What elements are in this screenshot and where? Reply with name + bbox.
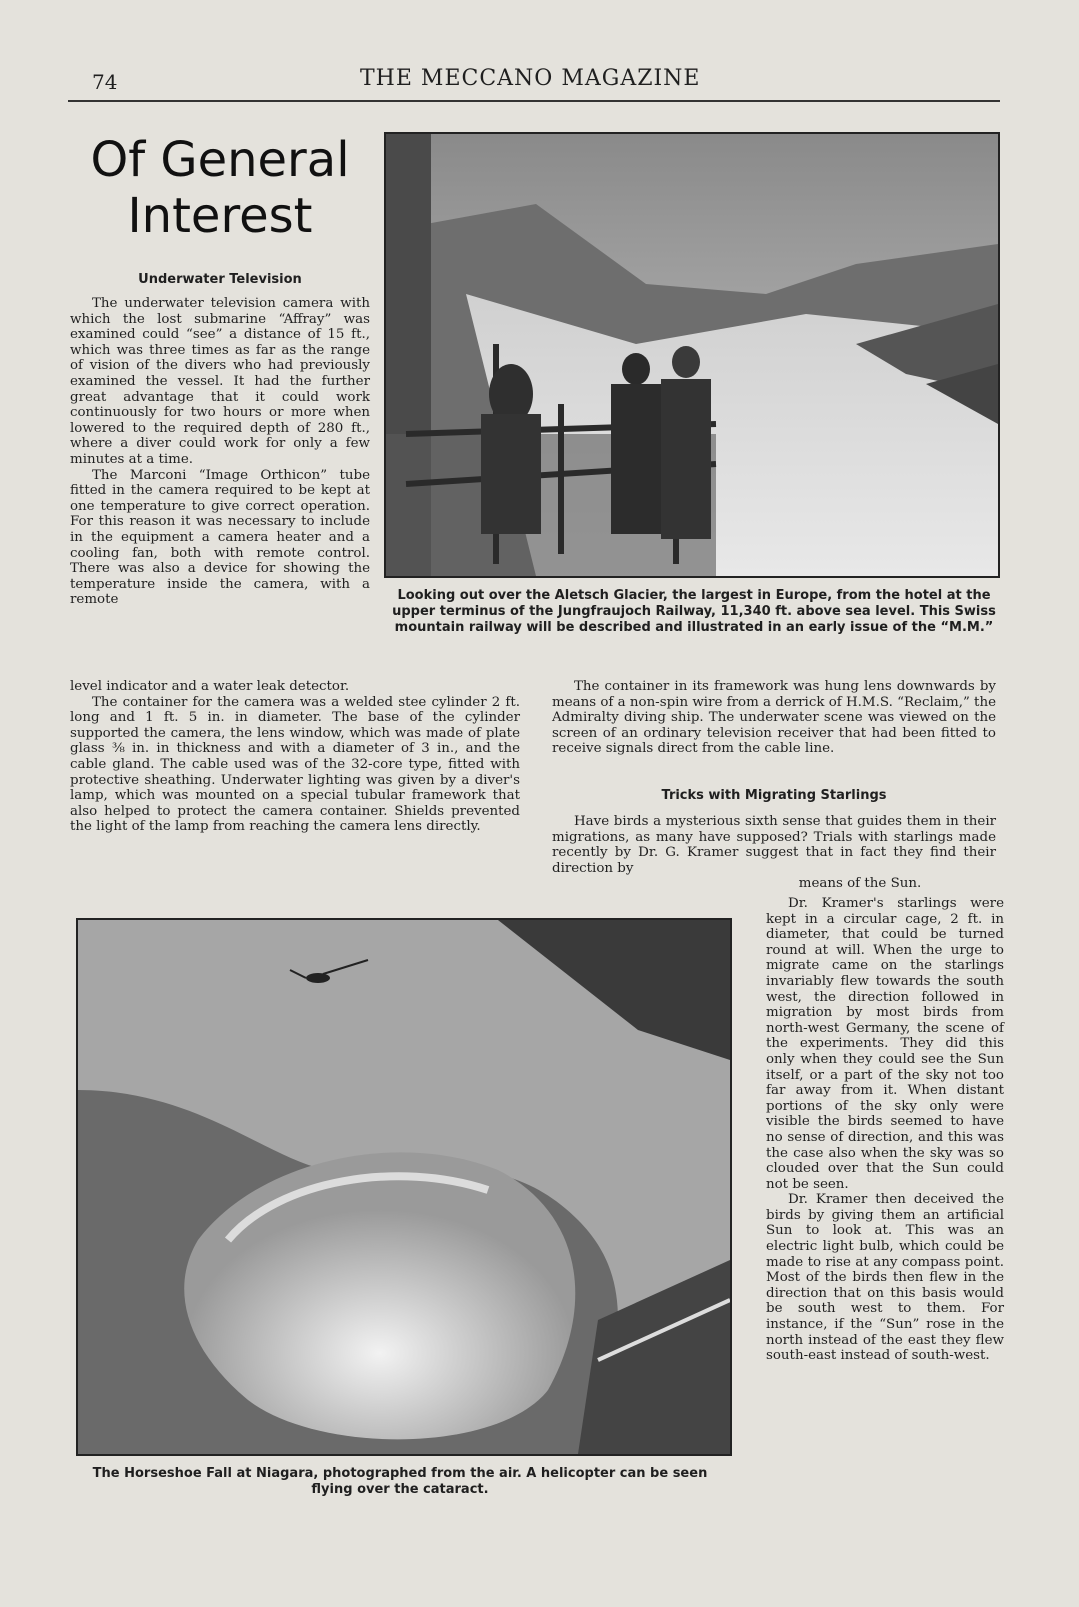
paragraph: The underwater television camera with which the lost submarine “Affray” was examined could “see” a distance of 15 ft., which was three times as far as the range of vision of the divers who had previously examined the vessel. It had the further great advantage that it could work continuously for two hours or more when lowered to the required depth of 280 ft., where a diver could work for only a few minutes at a time.: [70, 296, 370, 467]
title-line-2: Interest: [127, 188, 313, 244]
paragraph: Have birds a mysterious sixth sense that guides them in their migrations, as many have supposed? Trials with starlings made recently by Dr. G. Kramer suggest that in fact they find their direction by: [552, 814, 996, 876]
paragraph: Dr. Kramer's starlings were kept in a circular cage, 2 ft. in diameter, that could be turned round at will. When the urge to migrate came on the starlings invariably flew towards the south west, the direction followed in migration by most birds from north-west Germany, the scene of the experiments. They did this only when they could see the Sun itself, or a part of the sky not too far away from it. When distant portions of the sky only were visible the birds seemed to have no sense of direction, and this was the case also when the sky was so clouded over that the Sun could not be seen.: [766, 896, 1004, 1192]
section-heading-underwater-television: Underwater Television: [138, 272, 302, 287]
niagara-photo: [76, 918, 732, 1456]
niagara-caption: The Horseshoe Fall at Niagara, photographed from the air. A helicopter can be seen flying over the cataract.: [92, 1466, 708, 1497]
section-heading-migrating-starlings: Tricks with Migrating Starlings: [661, 788, 887, 803]
column-right-top: [552, 679, 996, 757]
paragraph: The Marconi “Image Orthicon” tube fitted in the camera required to be kept at one temperature to give correct operation. For this reason it was necessary to include in the equipment a camera heater and a cooling fan, both with remote control. There was also a device for showing the temperature inside the camera, with a remote: [70, 467, 370, 608]
glacier-caption: Looking out over the Aletsch Glacier, the largest in Europe, from the hotel at the upper terminus of the Jungfraujoch Railway, 11,340 ft. above sea level. This Swiss mountain railway will be described and illustrated in an early issue of the “M.M.”: [392, 588, 996, 635]
header-rule: [68, 100, 1000, 102]
article-title: [70, 132, 370, 244]
paragraph: Dr. Kramer then deceived the birds by giving them an artificial Sun to look at. This was an electric light bulb, which could be made to rise at any compass point. Most of the birds then flew in the direction that on this basis would be south west to them. For instance, if the “Sun” rose in the north instead of the east they flew south-east instead of south-west.: [766, 1192, 1004, 1364]
page-number: 74: [92, 70, 118, 94]
glacier-photo: [384, 132, 1000, 578]
magazine-title: THE MECCANO MAGAZINE: [360, 66, 701, 91]
paragraph-end: level indicator and a water leak detector.: [70, 679, 350, 694]
column-left-narrow: [70, 296, 370, 608]
section2-intro: [552, 814, 996, 876]
section2-intro-end: means of the Sun.: [798, 876, 922, 891]
column-right-narrow: [766, 896, 1004, 1364]
paragraph: The container in its framework was hung lens downwards by means of a non-spin wire from a derrick of H.M.S. “Reclaim,” the Admiralty diving ship. The underwater scene was viewed on the screen of an ordinary television receiver that had been fitted to receive signals direct from the cable line.: [552, 679, 996, 757]
title-line-1: Of General: [90, 132, 350, 188]
column-left-wide: [70, 679, 520, 835]
paragraph: The container for the camera was a welded stee cylinder 2 ft. long and 1 ft. 5 in. in diameter. The base of the cylinder supported the camera, the lens window, which was made of plate glass ⅜ in. in thickness and with a diameter of 3 in., and the cable gland. The cable used was of the 32-core type, fitted with protective sheathing. Underwater lighting was given by a diver's lamp, which was mounted on a special tubular framework that also helped to protect the camera container. Shields prevented the light of the lamp from reaching the camera lens directly.: [70, 694, 520, 835]
